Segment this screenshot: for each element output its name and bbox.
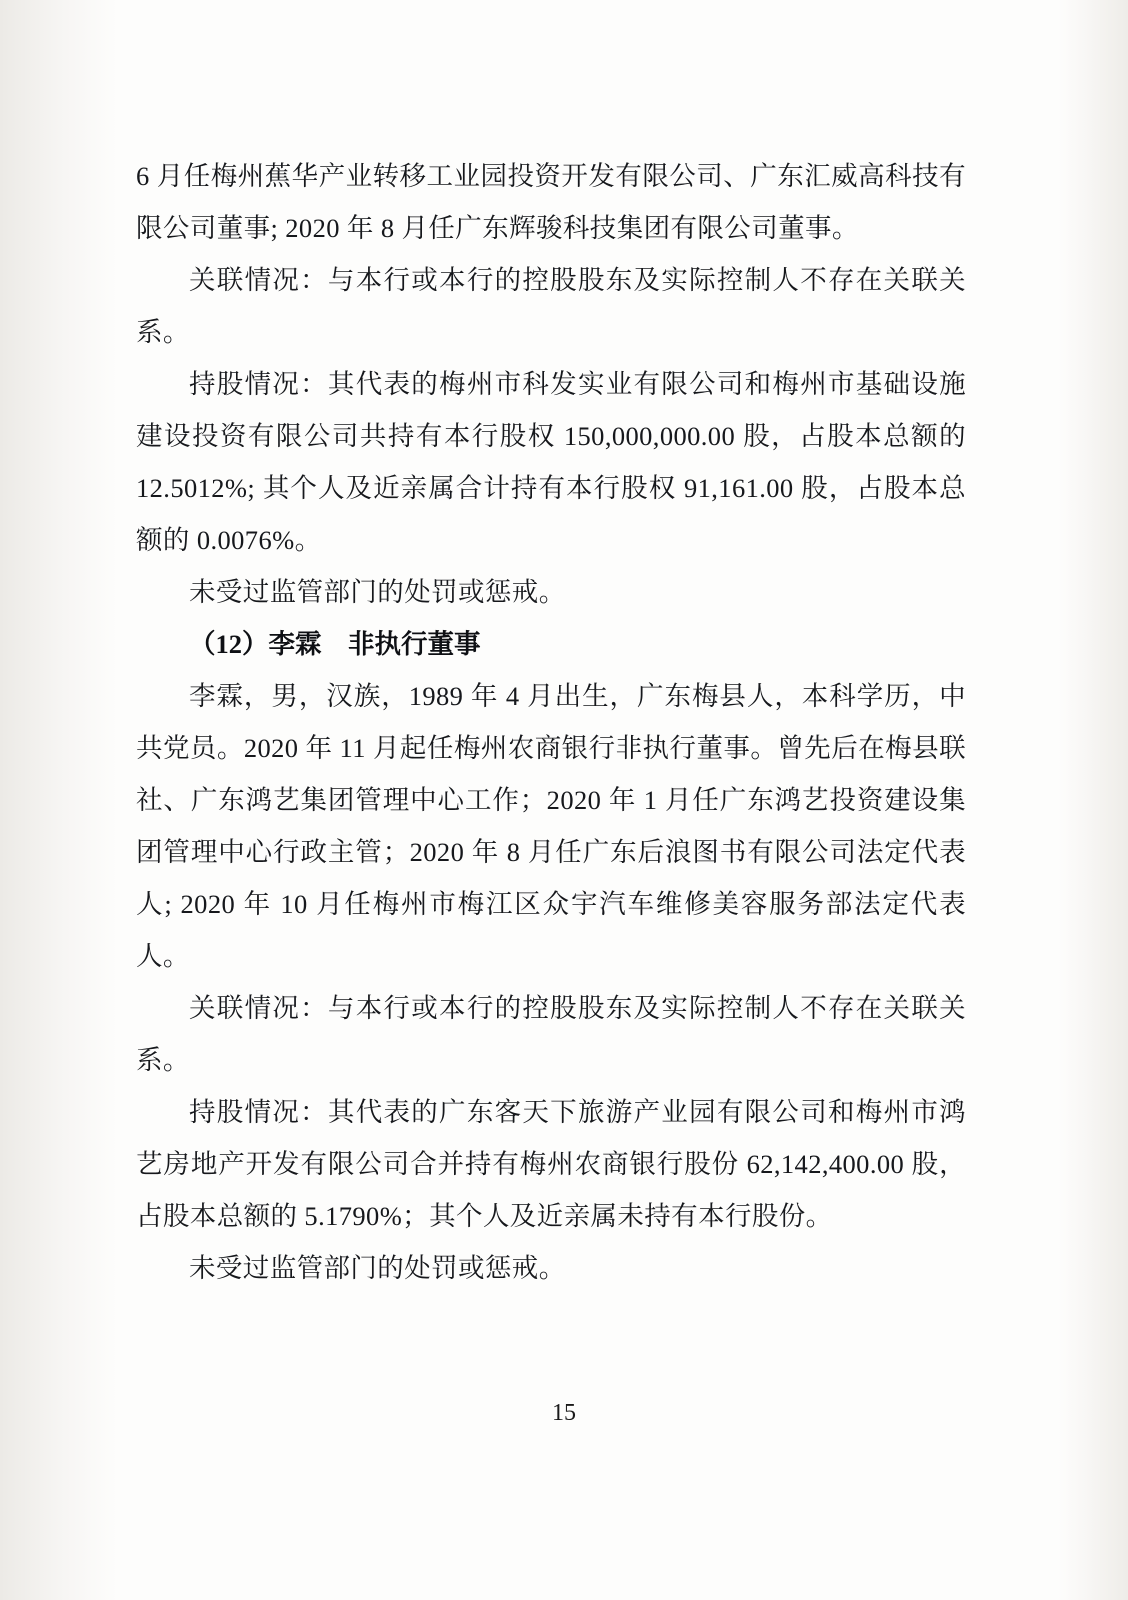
- paragraph-penalty-2: 未受过监管部门的处罚或惩戒。: [189, 1253, 566, 1283]
- paragraph-shareholding-1: 持股情况：其代表的梅州市科发实业有限公司和梅州市基础设施建设投资有限公司共持有本行股权 150,000,000.00 股，占股本总额的 12.5012%; 其个人及近亲属合计持有本行股权 91,161.00 股，占股本总额的 0.0076%。: [136, 369, 966, 555]
- paragraph-biography-2: 李霖，男，汉族，1989 年 4 月出生，广东梅县人，本科学历，中共党员。2020 年 11 月起任梅州农商银行非执行董事。曾先后在梅县联社、广东鸿艺集团管理中心工作；2020 年 1 月任广东鸿艺投资建设集团管理中心行政主管；2020 年 8 月任广东后浪图书有限公司法定代表人; 2020 年 10 月任梅州市梅江区众宇汽车维修美容服务部法定代表人。: [136, 681, 966, 971]
- paragraph-continuation: 6 月任梅州蕉华产业转移工业园投资开发有限公司、广东汇威高科技有限公司董事; 2020 年 8 月任广东辉骏科技集团有限公司董事。: [136, 161, 966, 243]
- paragraph-related-party-2: 关联情况：与本行或本行的控股股东及实际控制人不存在关联关系。: [136, 993, 966, 1075]
- paragraph-related-party-1: 关联情况：与本行或本行的控股股东及实际控制人不存在关联关系。: [136, 265, 966, 347]
- page-right-margin-shadow: [1058, 0, 1128, 1600]
- page-left-margin-shadow: [0, 0, 118, 1600]
- paragraph-penalty-1: 未受过监管部门的处罚或惩戒。: [189, 577, 566, 607]
- paragraph-shareholding-2: 持股情况：其代表的广东客天下旅游产业园有限公司和梅州市鸿艺房地产开发有限公司合并持有梅州农商银行股份 62,142,400.00 股，占股本总额的 5.1790%；其个人及近亲属未持有本行股份。: [136, 1097, 966, 1231]
- page-number: 15: [552, 1400, 576, 1426]
- section-heading-director-12: （12）李霖 非执行董事: [189, 629, 481, 659]
- page-body-text: [136, 150, 966, 1294]
